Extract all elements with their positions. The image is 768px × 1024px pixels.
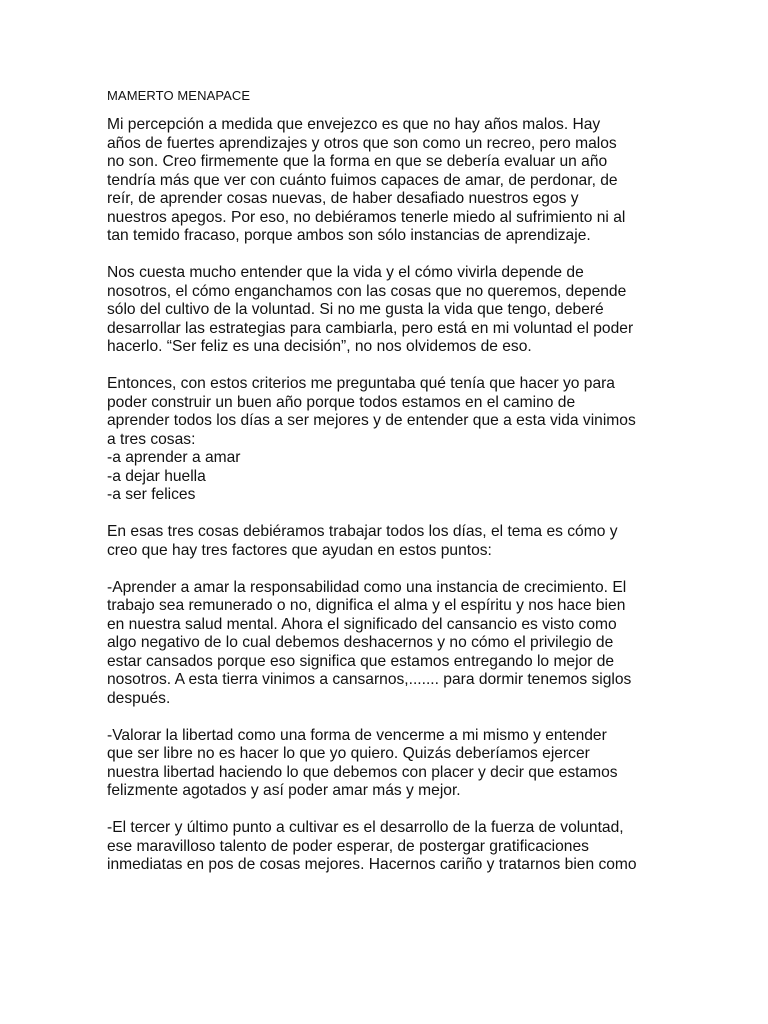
paragraph-1: Mi percepción a medida que envejezco es que no hay años malos. Hay años de fuertes aprendizajes y otros que son como un recreo, pero malos no son. Creo firmemente que la forma en que se debería evaluar un año tendría más que ver con cuánto fuimos capaces de amar, de perdonar, de reír, de aprender cosas nuevas, de haber desafiado nuestros egos y nuestros apegos. Por eso, no debiéramos tenerle miedo al sufrimiento ni al tan temido fracaso, porque ambos son sólo instancias de aprendizaje.	[107, 116, 626, 244]
document-page	[107, 88, 667, 875]
paragraph-gap	[107, 246, 667, 265]
paragraph-5: -Aprender a amar la responsabilidad como una instancia de crecimiento. El trabajo sea remunerado o no, dignifica el alma y el espíritu y nos hace bien en nuestra salud mental. Ahora el significado del cansancio es visto como algo negativo de lo cual debemos deshacernos y no cómo el privilegio de estar cansados porque eso significa que estamos entregando lo mejor de nosotros. A esta tierra vinimos a cansarnos,....... para dormir tenemos siglos después.	[107, 578, 632, 707]
paragraph-7: -El tercer y último punto a cultivar es el desarrollo de la fuerza de voluntad, ese maravilloso talento de poder esperar, de postergar gratificaciones inmediatas en pos de cosas mejores. Hacernos cariño y tratarnos bien como	[107, 819, 637, 873]
paragraph-2: Nos cuesta mucho entender que la vida y el cómo vivirla depende de nosotros, el cómo enganchamos con las cosas que no queremos, depende sólo del cultivo de la voluntad. Si no me gusta la vida que tengo, deberé desarrollar las estrategias para cambiarla, pero está en mi voluntad el poder hacerlo. “Ser feliz es una decisión”, no nos olvidemos de eso.	[107, 264, 634, 355]
paragraph-gap	[107, 801, 667, 820]
paragraph-gap	[107, 505, 667, 524]
paragraph-4: En esas tres cosas debiéramos trabajar todos los días, el tema es cómo y creo que hay tres factores que ayudan en estos puntos:	[107, 523, 618, 559]
author-heading: MAMERTO MENAPACE	[107, 88, 251, 103]
paragraph-6: -Valorar la libertad como una forma de vencerme a mi mismo y entender que ser libre no es hacer lo que yo quiero. Quizás deberíamos ejercer nuestra libertad haciendo lo que debemos con placer y decir que estamos felizmente agotados y así poder amar más y mejor.	[107, 726, 618, 799]
paragraph-3: Entonces, con estos criterios me preguntaba qué tenía que hacer yo para poder construir un buen año porque todos estamos en el camino de aprender todos los días a ser mejores y de entender que a esta vida vinimos a tres cosas: -a aprender a amar -a dejar huella -a ser felices	[107, 375, 636, 503]
paragraph-gap	[107, 708, 667, 727]
paragraph-gap	[107, 357, 667, 376]
paragraph-gap	[107, 560, 667, 579]
